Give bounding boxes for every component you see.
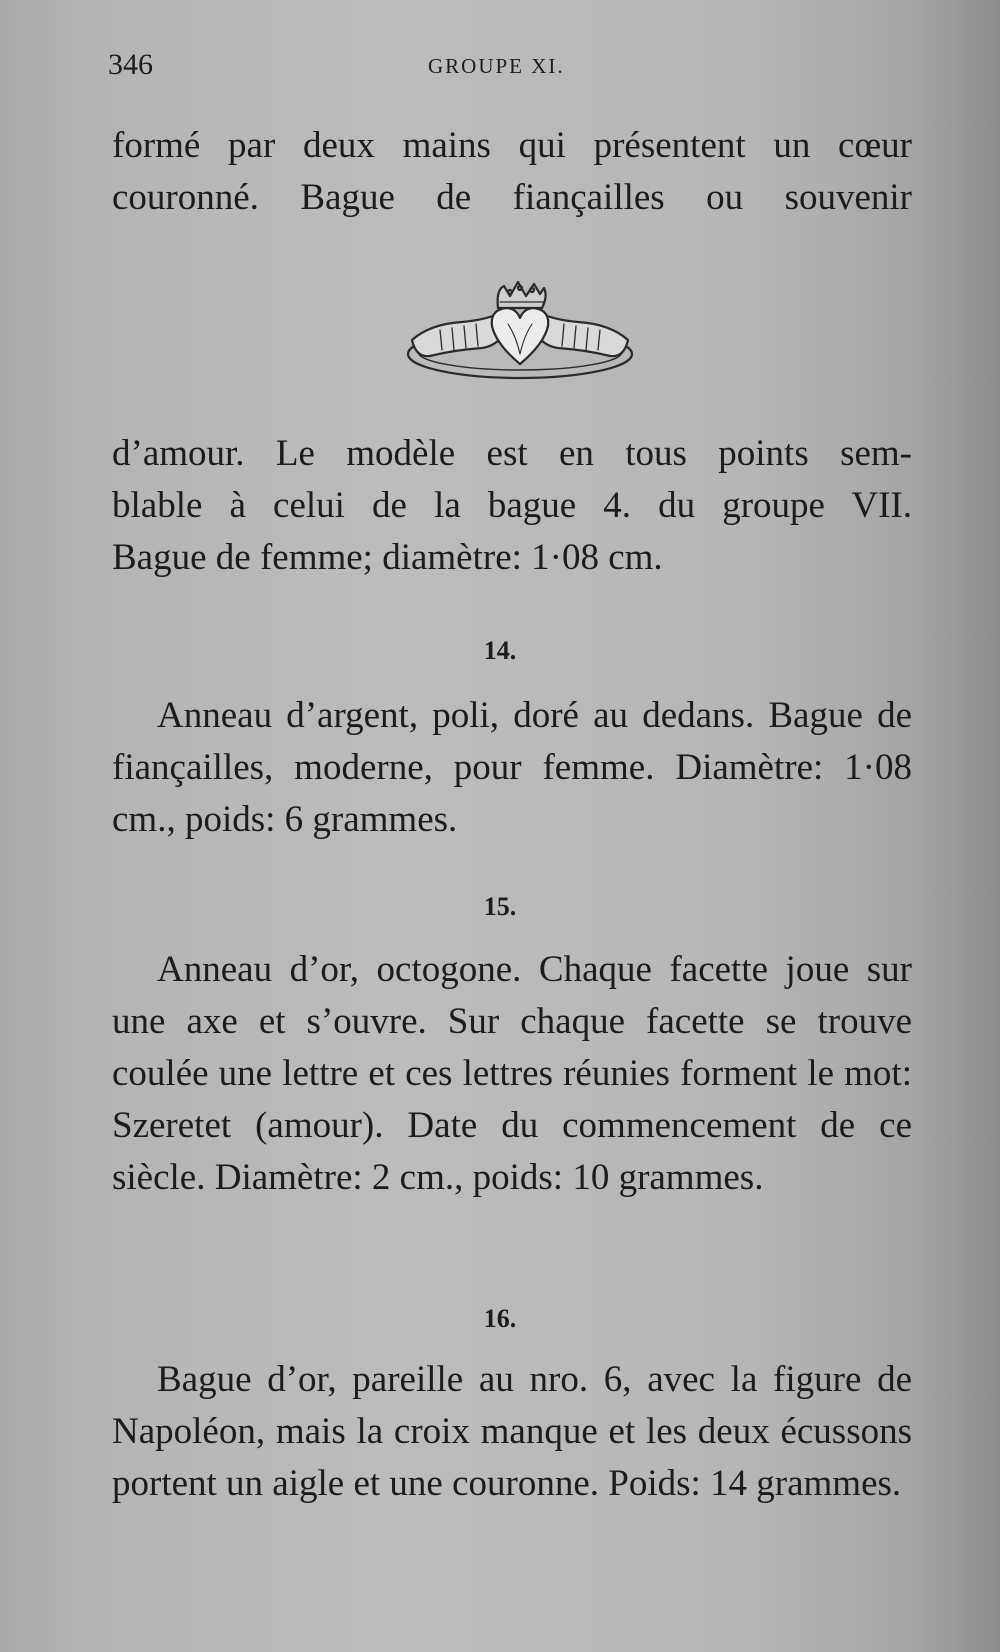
item-15-number: 15.: [483, 892, 517, 921]
continuation-line-2: blable à celui de la bague 4. du groupe VII.: [112, 485, 912, 526]
item-14-text: Anneau d’argent, poli, doré au dedans. Bague de fiançailles, moderne, pour femme. Diamètre: 1·08 cm., poids: 6 grammes.: [112, 695, 912, 840]
item-14-number: 14.: [483, 636, 517, 665]
continuation-paragraph: [112, 428, 912, 584]
intro-paragraph: [112, 120, 912, 224]
running-header: [108, 48, 915, 88]
intro-line-2: couronné. Bague de fiançailles ou souvenir: [112, 177, 912, 218]
continuation-line-1: d’amour. Le modèle est en tous points sem-: [112, 433, 912, 474]
item-15-text: Anneau d’or, octogone. Chaque facette joue sur une axe et s’ouvre. Sur chaque facette se trouve coulée une lettre et ces lettres réunies forment le mot: Szeretet (amour). Date du commencement de ce siècle. Diamètre: 2 cm., poids: 10 grammes.: [112, 949, 912, 1198]
page-number: 346: [108, 48, 153, 81]
item-16-text: Bague d’or, pareille au nro. 6, avec la figure de Napoléon, mais la croix manque et les deux écussons portent un aigle et une couronne. Poids: 14 grammes.: [112, 1359, 912, 1504]
ring-illustration: [400, 274, 640, 392]
intro-line-1: formé par deux mains qui présentent un cœur: [112, 125, 912, 166]
running-title: GROUPE XI.: [428, 54, 565, 78]
continuation-line-3: Bague de femme; diamètre: 1·08 cm.: [112, 537, 663, 578]
item-16-number: 16.: [483, 1304, 517, 1333]
